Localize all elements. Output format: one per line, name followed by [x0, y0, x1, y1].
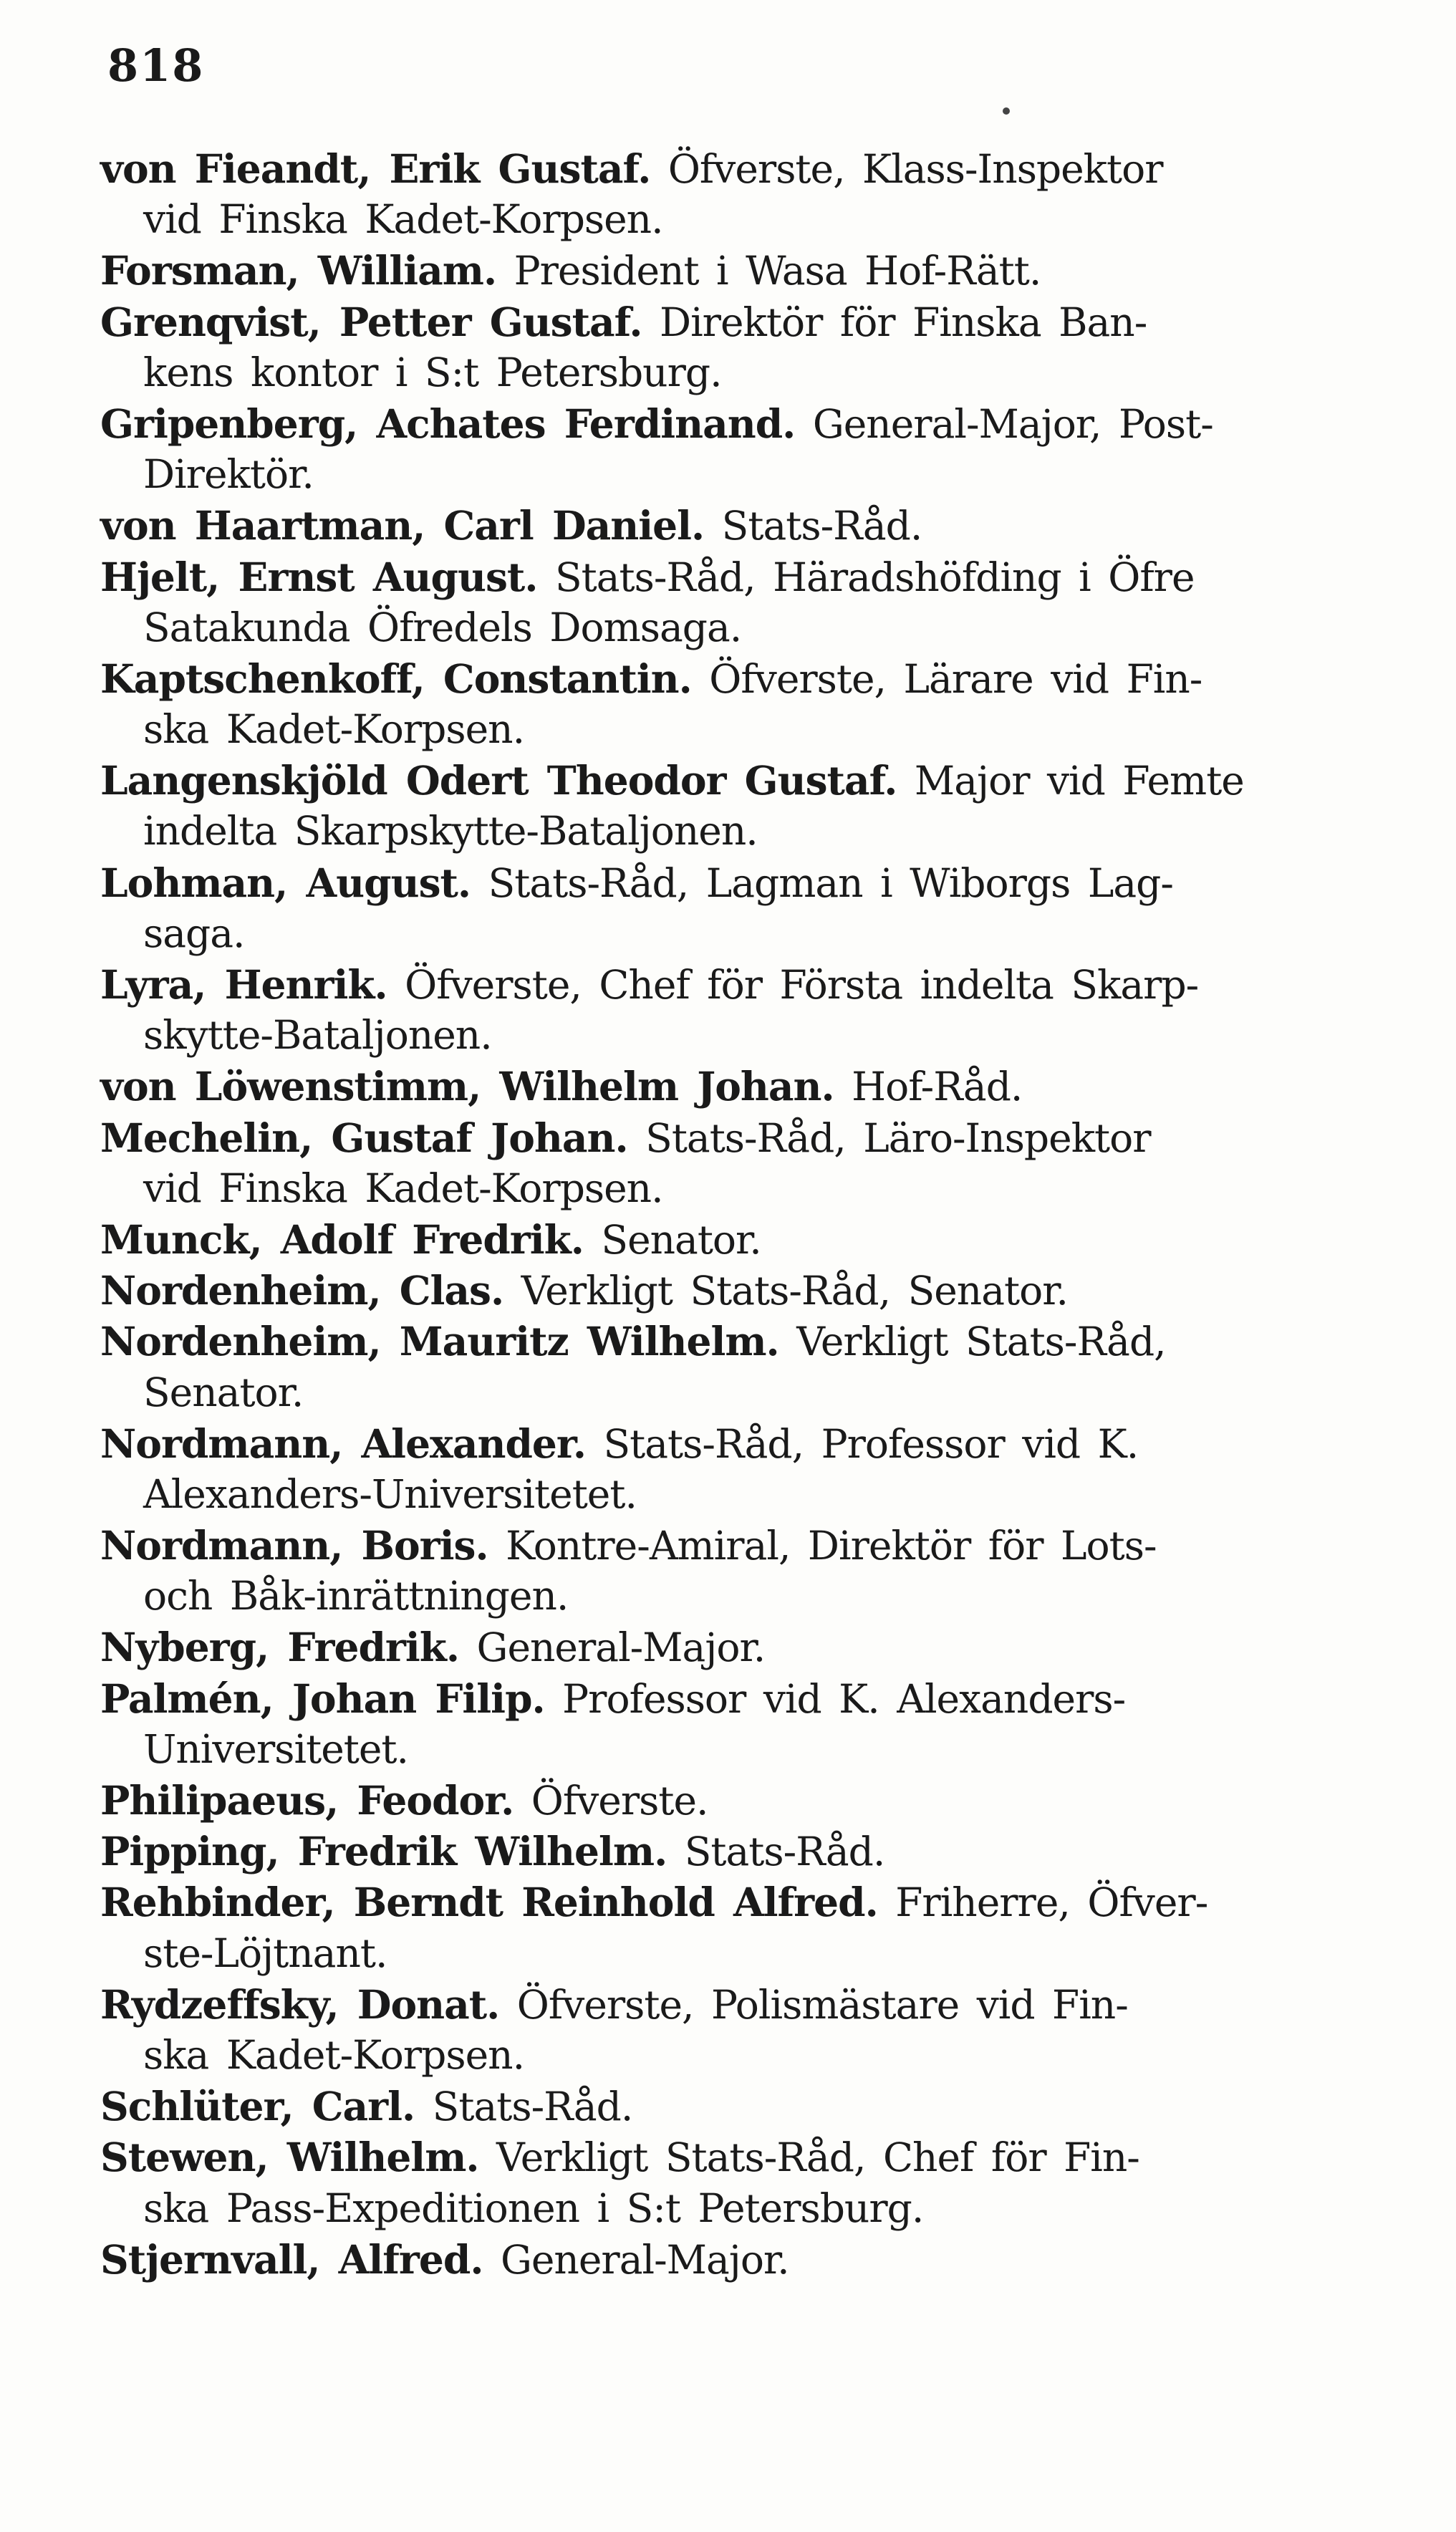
person-title: Alexanders-Universitetet. [143, 1470, 637, 1517]
entry-line [100, 1979, 1456, 2030]
person-name: Rydzeffsky, Donat. [100, 1980, 500, 2028]
entry-continuation-line [100, 1928, 1456, 1979]
person-name: Stjernvall, Alfred. [100, 2235, 483, 2283]
entry-continuation-line [100, 1724, 1456, 1775]
entry-continuation-line [100, 194, 1456, 245]
person-name: Philipaeus, Feodor. [100, 1777, 514, 1824]
entry-line [100, 1316, 1456, 1367]
page-number: 818 [107, 39, 205, 92]
person-title: Major vid Femte [897, 758, 1244, 804]
person-name: Kaptschenkoff, Constantin. [100, 655, 692, 702]
person-name: Palmén, Johan Filip. [100, 1675, 545, 1722]
entry-line [100, 1775, 1456, 1826]
person-name: Nordenheim, Clas. [100, 1267, 504, 1314]
person-name: von Löwenstimm, Wilhelm Johan. [100, 1063, 834, 1110]
person-title: Kontre-Amiral, Direktör för Lots- [488, 1523, 1157, 1569]
person-title: kens kontor i S:t Petersburg. [143, 349, 722, 395]
person-title: Stats-Råd, Lagman i Wiborgs Lag- [471, 860, 1173, 906]
person-title: General-Major. [459, 1624, 766, 1671]
person-title: Stats-Råd, Häradshöfding i Öfre [537, 554, 1195, 600]
entry-line [100, 959, 1456, 1010]
person-name: Langenskjöld Odert Theodor Gustaf. [100, 757, 897, 804]
person-title: Stats-Råd. [667, 1829, 885, 1875]
entry-continuation-line [100, 1010, 1456, 1061]
person-title: Verkligt Stats-Råd, Senator. [503, 1268, 1068, 1314]
person-name: Nordmann, Boris. [100, 1522, 488, 1569]
person-title: Senator. [583, 1216, 761, 1263]
person-title: och Båk-inrättningen. [143, 1573, 569, 1619]
person-title: Senator. [143, 1369, 304, 1415]
entry-continuation-line [100, 602, 1456, 653]
entry-line [100, 1673, 1456, 1724]
entry-line [100, 755, 1456, 806]
person-title: ska Kadet-Korpsen. [143, 706, 525, 753]
entry-continuation-line [100, 2030, 1456, 2081]
person-title: Öfverste, Lärare vid Fin- [691, 655, 1202, 702]
person-title: Verkligt Stats-Råd, Chef för Fin- [478, 2134, 1139, 2181]
person-title: ste-Löjtnant. [143, 1930, 387, 1976]
person-title: vid Finska Kadet-Korpsen. [143, 1165, 663, 1211]
person-title: ska Pass-Expeditionen i S:t Petersburg. [143, 2185, 924, 2231]
person-title: indelta Skarpskytte-Bataljonen. [143, 808, 758, 855]
entry-continuation-line [100, 1469, 1456, 1520]
entry-line [100, 1418, 1456, 1469]
person-name: Munck, Adolf Fredrik. [100, 1216, 584, 1263]
person-title: Verkligt Stats-Råd, [778, 1319, 1166, 1365]
person-name: Nordmann, Alexander. [100, 1420, 586, 1467]
person-name: Schlüter, Carl. [100, 2083, 415, 2130]
person-title: saga. [143, 910, 245, 956]
entry-line [100, 297, 1456, 347]
person-title: General-Major, Post- [795, 400, 1213, 447]
entry-line [100, 1622, 1456, 1672]
entry-line [100, 1520, 1456, 1571]
entry-line [100, 552, 1456, 602]
person-title: Professor vid K. Alexanders- [544, 1675, 1126, 1722]
person-title: ska Kadet-Korpsen. [143, 2031, 525, 2078]
entry-line [100, 2234, 1456, 2285]
ink-dot [1003, 107, 1010, 115]
person-name: Grenqvist, Petter Gustaf. [100, 298, 642, 345]
person-name: Pipping, Fredrik Wilhelm. [100, 1828, 667, 1875]
person-title: Stats-Råd, Professor vid K. [586, 1420, 1139, 1467]
directory-entries [100, 143, 1456, 2285]
entry-line [100, 500, 1456, 551]
entry-line [100, 1214, 1456, 1265]
entry-line [100, 857, 1456, 908]
person-name: Gripenberg, Achates Ferdinand. [100, 400, 796, 447]
person-name: Hjelt, Ernst August. [100, 553, 538, 600]
person-name: Lohman, August. [100, 859, 471, 906]
entry-continuation-line [100, 1163, 1456, 1214]
entry-continuation-line [100, 908, 1456, 959]
person-title: vid Finska Kadet-Korpsen. [143, 196, 663, 243]
person-title: Direktör. [143, 451, 314, 498]
entry-continuation-line [100, 2183, 1456, 2234]
person-title: skytte-Bataljonen. [143, 1012, 492, 1059]
person-title: Öfverste, Chef för Första indelta Skarp- [387, 962, 1199, 1008]
person-name: Mechelin, Gustaf Johan. [100, 1114, 628, 1161]
person-title: Satakunda Öfredels Domsaga. [143, 604, 742, 650]
person-name: von Fieandt, Erik Gustaf. [100, 145, 651, 192]
entry-continuation-line [100, 1571, 1456, 1622]
person-title: Friherre, Öfver- [877, 1879, 1208, 1926]
entry-continuation-line [100, 806, 1456, 857]
person-title: Stats-Råd. [415, 2084, 633, 2130]
person-title: Stats-Råd. [704, 503, 922, 549]
person-title: Öfverste, Polismästare vid Fin- [499, 1981, 1128, 2028]
entry-line [100, 1877, 1456, 1927]
person-title: President i Wasa Hof-Rätt. [496, 248, 1041, 294]
person-name: von Haartman, Carl Daniel. [100, 502, 705, 549]
entry-line [100, 2081, 1456, 2132]
entry-line [100, 143, 1456, 194]
entry-continuation-line [100, 1367, 1456, 1418]
person-name: Rehbinder, Berndt Reinhold Alfred. [100, 1879, 878, 1926]
person-title: Direktör för Finska Ban- [642, 299, 1147, 345]
entry-line [100, 1112, 1456, 1163]
entry-continuation-line [100, 704, 1456, 755]
person-name: Lyra, Henrik. [100, 961, 387, 1008]
person-name: Forsman, William. [100, 247, 497, 294]
entry-line [100, 2132, 1456, 2182]
entry-line [100, 245, 1456, 296]
entry-continuation-line [100, 347, 1456, 398]
entry-line [100, 653, 1456, 704]
entry-line [100, 1061, 1456, 1112]
person-title: Universitetet. [143, 1725, 408, 1772]
person-title: Stats-Råd, Läro-Inspektor [627, 1115, 1151, 1161]
person-name: Nordenheim, Mauritz Wilhelm. [100, 1318, 779, 1365]
entry-line [100, 1265, 1456, 1316]
person-title: General-Major. [483, 2236, 789, 2283]
person-name: Nyberg, Fredrik. [100, 1624, 460, 1671]
person-name: Stewen, Wilhelm. [100, 2134, 479, 2181]
person-title: Öfverste. [514, 1778, 708, 1824]
person-title: Öfverste, Klass-Inspektor [650, 146, 1163, 192]
person-title: Hof-Råd. [834, 1064, 1023, 1110]
entry-line [100, 398, 1456, 449]
entry-continuation-line [100, 449, 1456, 500]
entry-line [100, 1826, 1456, 1877]
